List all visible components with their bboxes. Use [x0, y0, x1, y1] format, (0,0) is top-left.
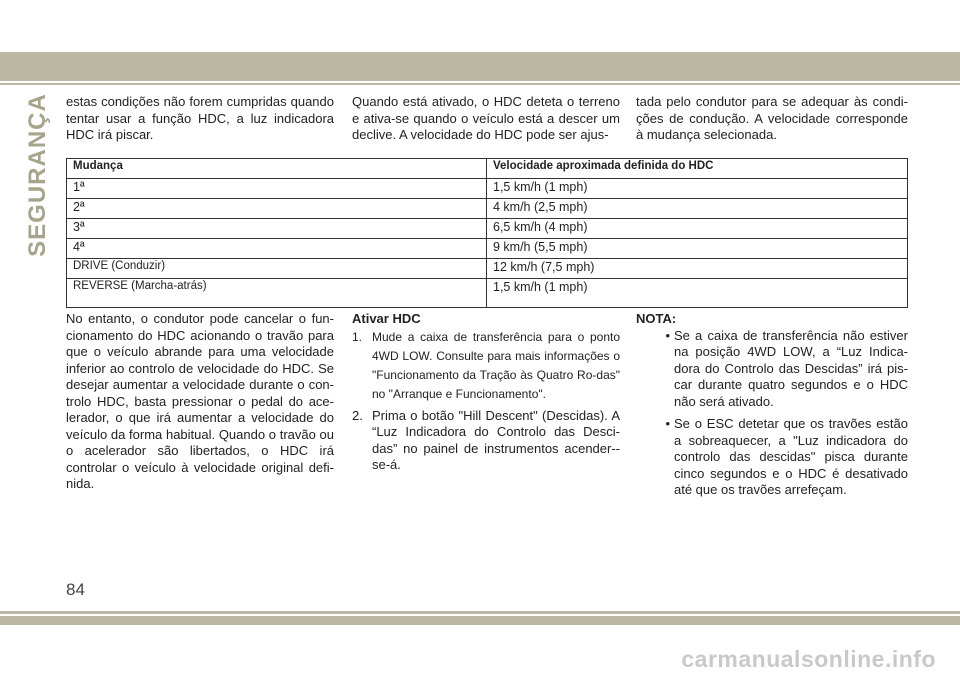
table-cell-gear: DRIVE (Conduzir): [67, 259, 487, 279]
table-cell-gear: 4ª: [67, 239, 487, 259]
table-header-speed: Velocidade aproximada definida do HDC: [487, 159, 908, 179]
page-number: 84: [66, 580, 85, 599]
watermark: carmanualsonline.info: [681, 646, 936, 672]
hdc-speed-table: [66, 158, 908, 308]
section-label: [20, 93, 56, 257]
table-cell-gear: 3ª: [67, 219, 487, 239]
table-cell-speed: 9 km/h (5,5 mph): [487, 239, 908, 259]
table-row: [67, 239, 908, 259]
note-column: [636, 311, 908, 505]
note-text: Se o ESC detetar que os travões estão a sobreaquecer, a "Luz indicadora do controlo das descidas" pisca durante cinco segundos e o HDC é desativado até que os travões arrefeçam.: [674, 416, 908, 497]
override-text: No entanto, o condutor pode cancelar o fun-cionamento do HDC acionando o travão para que o veículo abrande para uma velocidade inferior ao controlo de velocidade do HDC. Se desejar aumentar a velocidade durante o con-trolo HDC, basta pressionar o pedal do ace-lerador, o que irá aumentar a velocidade do veículo da forma habitual. Quando o travão ou o acelerador são libertados, o HDC irá controlar o veículo à velocidade original defi-nida.: [66, 311, 334, 491]
intro-text-3: tada pelo condutor para se adequar às condi-ções de condução. A velocidade corresponde à mudança selecionada.: [636, 94, 908, 142]
note-text: Se a caixa de transferência não estiver na posição 4WD LOW, a “Luz Indica-dora do Controlo das Descidas” irá pis-car durante quatro segundos e o HDC não será ativado.: [674, 327, 908, 409]
activate-column: [352, 311, 620, 478]
override-column: [66, 311, 334, 493]
step-number: 2.: [352, 407, 363, 423]
table-cell-gear: 1ª: [67, 179, 487, 199]
table-row: [67, 199, 908, 219]
table-header-row: [67, 159, 908, 179]
table-row: [67, 219, 908, 239]
intro-column-3: [636, 94, 908, 144]
intro-column-1: [66, 94, 334, 144]
table-cell-speed: 6,5 km/h (4 mph): [487, 219, 908, 239]
note-list: [636, 328, 908, 499]
footer-stripe: [0, 614, 960, 616]
table-cell-speed: 4 km/h (2,5 mph): [487, 199, 908, 219]
bullet-icon: •: [665, 327, 670, 343]
note-item: [636, 328, 908, 411]
table-row: [67, 259, 908, 279]
table-row: [67, 179, 908, 199]
step-item: [352, 328, 620, 404]
step-item: [352, 408, 620, 474]
note-item: [636, 416, 908, 499]
bullet-icon: •: [665, 416, 670, 431]
table-row: [67, 279, 908, 308]
step-text: Mude a caixa de transferência para o ponto 4WD LOW. Consulte para mais informações o "Funcionamento da Tração às Quatro Ro-das" no "Arranque e Funcionamento".: [372, 329, 620, 401]
note-heading: NOTA:: [636, 311, 677, 326]
header-stripe: [0, 81, 960, 83]
table-cell-speed: 12 km/h (7,5 mph): [487, 259, 908, 279]
intro-text-1: estas condições não forem cumpridas quando tentar usar a função HDC, a luz indicadora HDC irá piscar.: [66, 94, 334, 142]
table-cell-gear: 2ª: [67, 199, 487, 219]
intro-text-2: Quando está ativado, o HDC deteta o terreno e ativa-se quando o veículo está a descer um declive. A velocidade do HDC pode ser ajus-: [352, 94, 620, 142]
footer-band: [0, 611, 960, 625]
table-header-gear: Mudança: [67, 159, 487, 179]
step-text: Prima o botão "Hill Descent" (Descidas). A “Luz Indicadora do Controlo das Desci-das” no painel de instrumentos acender--se-á.: [372, 407, 620, 472]
table-cell-gear: REVERSE (Marcha-atrás): [67, 279, 487, 308]
header-band: [0, 52, 960, 85]
table-cell-speed: 1,5 km/h (1 mph): [487, 179, 908, 199]
activate-steps: [352, 328, 620, 474]
step-number: 1.: [352, 329, 363, 344]
activate-heading: Ativar HDC: [352, 311, 421, 326]
section-label-text: SEGURANÇA: [24, 93, 51, 257]
table-cell-speed: 1,5 km/h (1 mph): [487, 279, 908, 308]
intro-column-2: [352, 94, 620, 144]
